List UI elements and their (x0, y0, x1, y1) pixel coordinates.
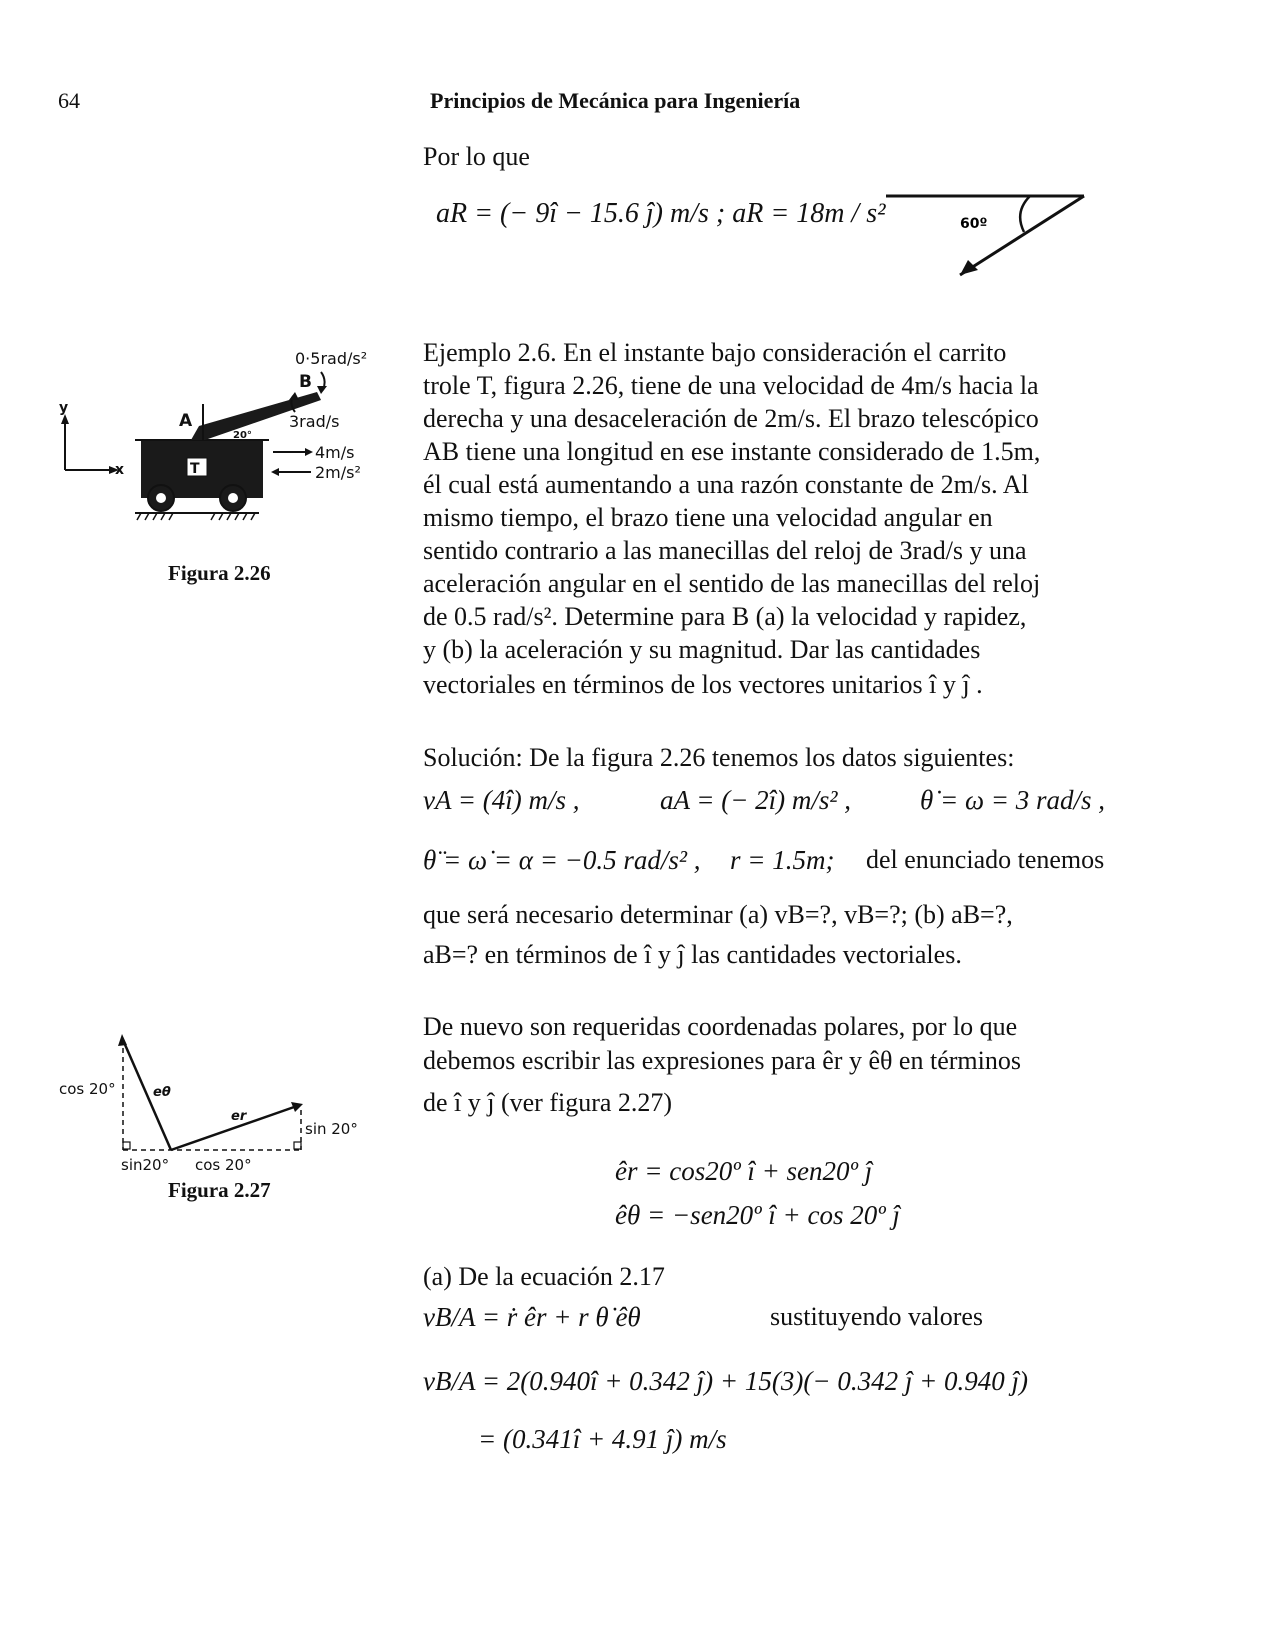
etheta-equation: êθ = −sen20º î + cos 20º ĵ (615, 1200, 900, 1230)
example-line: él cual está aumentando a una razón constante de 2m/s. Al (423, 470, 1029, 499)
figure-2-26-caption: Figura 2.26 (168, 561, 271, 585)
x-axis-label: x (115, 462, 125, 478)
trolley-figure (55, 340, 395, 550)
point-A-label: A (179, 411, 193, 431)
vBA-equation-3: = (0.341î + 4.91 ĵ) m/s (478, 1424, 727, 1454)
r-value: r = 1.5m; (730, 845, 835, 875)
cos20-bottom-label: cos 20° (195, 1156, 252, 1174)
solution-line-3: que será necesario determinar (a) vB=?, vB=?; (b) aB=?, (423, 900, 1013, 929)
acceleration-label: 2m/s² (315, 463, 361, 482)
aR-equation: aR = (− 9î − 15.6 ĵ) m/s ; aR = 18m / s² (436, 198, 886, 229)
example-line: Ejemplo 2.6. En el instante bajo consideración el carrito (423, 338, 1007, 367)
angle-60-label: 60º (960, 216, 988, 232)
example-line: y (b) la aceleración y su magnitud. Dar las cantidades (423, 635, 981, 664)
theta-dot-equation: θ̇ = ω = 3 rad/s , (920, 785, 1106, 815)
e-r-label: er (231, 1109, 247, 1124)
running-title: Principios de Mecánica para Ingeniería (430, 88, 801, 113)
example-line: sentido contrario a las manecillas del reloj de 3rad/s y una (423, 536, 1027, 565)
cos20-left-label: cos 20° (59, 1080, 116, 1098)
er-equation: êr = cos20º î + sen20º ĵ (615, 1156, 873, 1186)
page-number: 64 (58, 88, 80, 113)
example-line: AB tiene una longitud en ese instante considerado de 1.5m, (423, 437, 1041, 466)
arm-angle-label: 20° (233, 430, 252, 441)
sustituyendo-text: sustituyendo valores (770, 1302, 984, 1331)
vBA-equation-2: vB/A = 2(0.940î + 0.342 ĵ) + 15(3)(− 0.342 ĵ + 0.940 ĵ) (423, 1366, 1029, 1396)
solution-intro: Solución: De la figura 2.26 tenemos los datos siguientes: (423, 743, 1015, 772)
example-line: mismo tiempo, el brazo tiene una velocidad angular en (423, 503, 993, 532)
polar-line-2: debemos escribir las expresiones para êr y êθ en términos (423, 1046, 1021, 1075)
solution-line-4: aB=? en términos de î y ĵ las cantidades vectoriales. (423, 940, 962, 969)
velocity-label: 4m/s (315, 443, 355, 462)
example-line: de 0.5 rad/s². Determine para B (a) la velocidad y rapidez, (423, 602, 1027, 631)
aA-equation: aA = (− 2î) m/s² , (660, 785, 852, 815)
part-a-heading: (a) De la ecuación 2.17 (423, 1262, 665, 1291)
angular-velocity-label: 3rad/s (289, 412, 340, 431)
angular-acceleration-label: 0·5rad/s² (295, 349, 368, 368)
sin20-right-label: sin 20° (305, 1120, 358, 1138)
vA-equation: vA = (4î) m/s , (423, 785, 580, 815)
por-lo-que-text: Por lo que (423, 142, 530, 171)
example-line: vectoriales en términos de los vectores unitarios î y ĵ . (423, 670, 983, 699)
example-line: derecha y una desaceleración de 2m/s. El brazo telescópico (423, 404, 1039, 433)
polar-line-3: de î y ĵ (ver figura 2.27) (423, 1088, 673, 1117)
polar-line-1: De nuevo son requeridas coordenadas polares, por lo que (423, 1012, 1018, 1041)
point-B-label: B (299, 372, 312, 392)
acceleration-angle-figure (880, 180, 1090, 290)
trolley-T-label: T (190, 461, 200, 477)
sin20-bottom-label: sin20° (121, 1156, 170, 1174)
unit-vectors-figure (55, 1030, 375, 1180)
example-line: aceleración angular en el sentido de las manecillas del reloj (423, 569, 1041, 598)
e-theta-label: eθ (153, 1085, 171, 1100)
y-axis-label: y (59, 400, 69, 416)
figure-2-27-caption: Figura 2.27 (168, 1178, 271, 1202)
theta-ddot-equation: θ̈ = ω̇ = α = −0.5 rad/s² , (423, 845, 701, 875)
del-enunciado-text: del enunciado tenemos (866, 845, 1105, 874)
vBA-equation-1: vB/A = ṙ êr + r θ̇ êθ (423, 1302, 641, 1332)
example-line: trole T, figura 2.26, tiene de una velocidad de 4m/s hacia la (423, 371, 1039, 400)
